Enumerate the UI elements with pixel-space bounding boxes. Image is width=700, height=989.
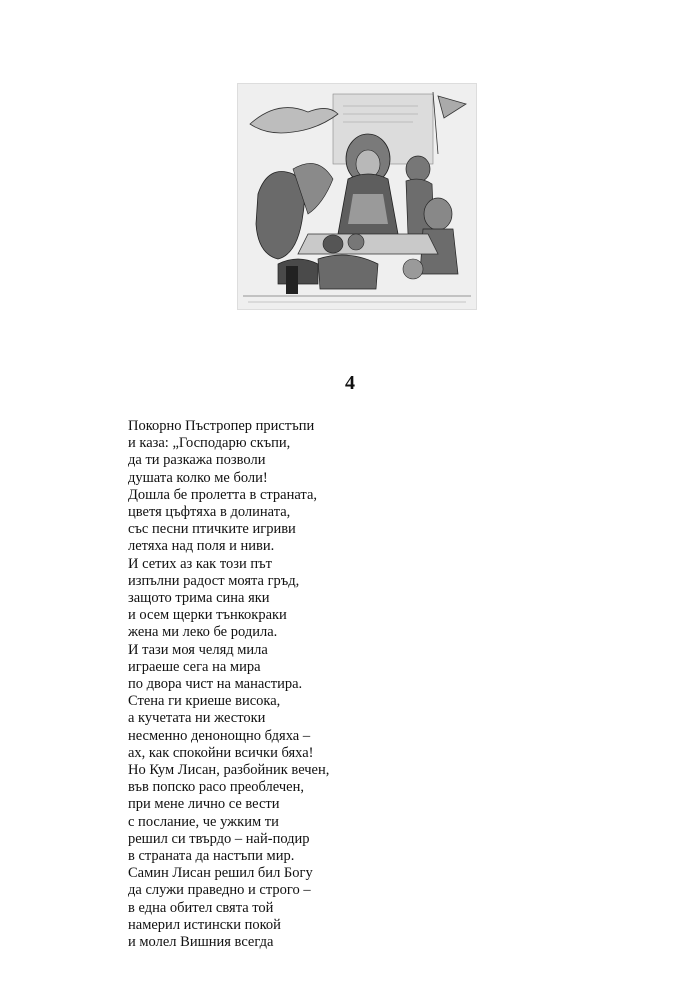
poem-line: летяха над поля и ниви.	[128, 538, 275, 555]
engraving-image	[238, 84, 476, 309]
poem-line: а кучетата ни жестоки	[128, 710, 266, 727]
poem-line: играеше сега на мира	[128, 658, 261, 675]
poem-line: в страната да настъпи мир.	[128, 848, 295, 865]
poem-line: Стена ги криеше висока,	[128, 693, 281, 710]
poem-line: Покорно Пъстропер пристъпи	[128, 418, 315, 434]
poem-line: намерил истински покой	[128, 916, 281, 933]
poem-line: във попско расо преоблечен,	[128, 779, 304, 796]
chapter-number: 4	[345, 372, 355, 394]
poem-line: при мене лично се вести	[128, 796, 280, 813]
poem-line: със песни птичките игриви	[128, 521, 296, 538]
poem-line: душата колко ме боли!	[128, 469, 268, 486]
poem-line: несменно денонощно бдяха –	[128, 727, 311, 744]
poem-line: жена ми леко бе родила.	[128, 624, 278, 641]
poem-line: и осем щерки тънкокраки	[128, 607, 287, 624]
poem-line: цветя цъфтяха в долината,	[128, 504, 291, 521]
poem-line: решил си твърдо – най-подир	[128, 830, 310, 847]
poem-line: ах, как спокойни всички бяха!	[128, 744, 314, 761]
poem-text	[128, 418, 448, 951]
chapter-illustration	[237, 83, 477, 310]
poem-line: да служи праведно и строго –	[128, 882, 311, 899]
poem-line: защото трима сина яки	[128, 590, 270, 607]
poem-line: Дошла бе пролетта в страната,	[128, 486, 318, 503]
poem-line: Но Кум Лисан, разбойник вечен,	[128, 762, 330, 779]
poem-line: и молел Вишния всегда	[128, 934, 274, 951]
poem-line: да ти разкажа позволи	[128, 452, 266, 469]
poem-line: и каза: „Господарю скъпи,	[128, 435, 291, 452]
poem-line: И сетих аз как този път	[128, 555, 272, 572]
poem-line: в една обител свята той	[128, 899, 274, 916]
poem-line: Самин Лисан решил бил Богу	[128, 865, 313, 882]
poem-line: с послание, че ужким ти	[128, 813, 279, 830]
poem-line: по двора чист на манастира.	[128, 676, 303, 693]
poem-line: И тази моя челяд мила	[128, 641, 268, 658]
poem-line: изпълни радост моята гръд,	[128, 572, 300, 589]
